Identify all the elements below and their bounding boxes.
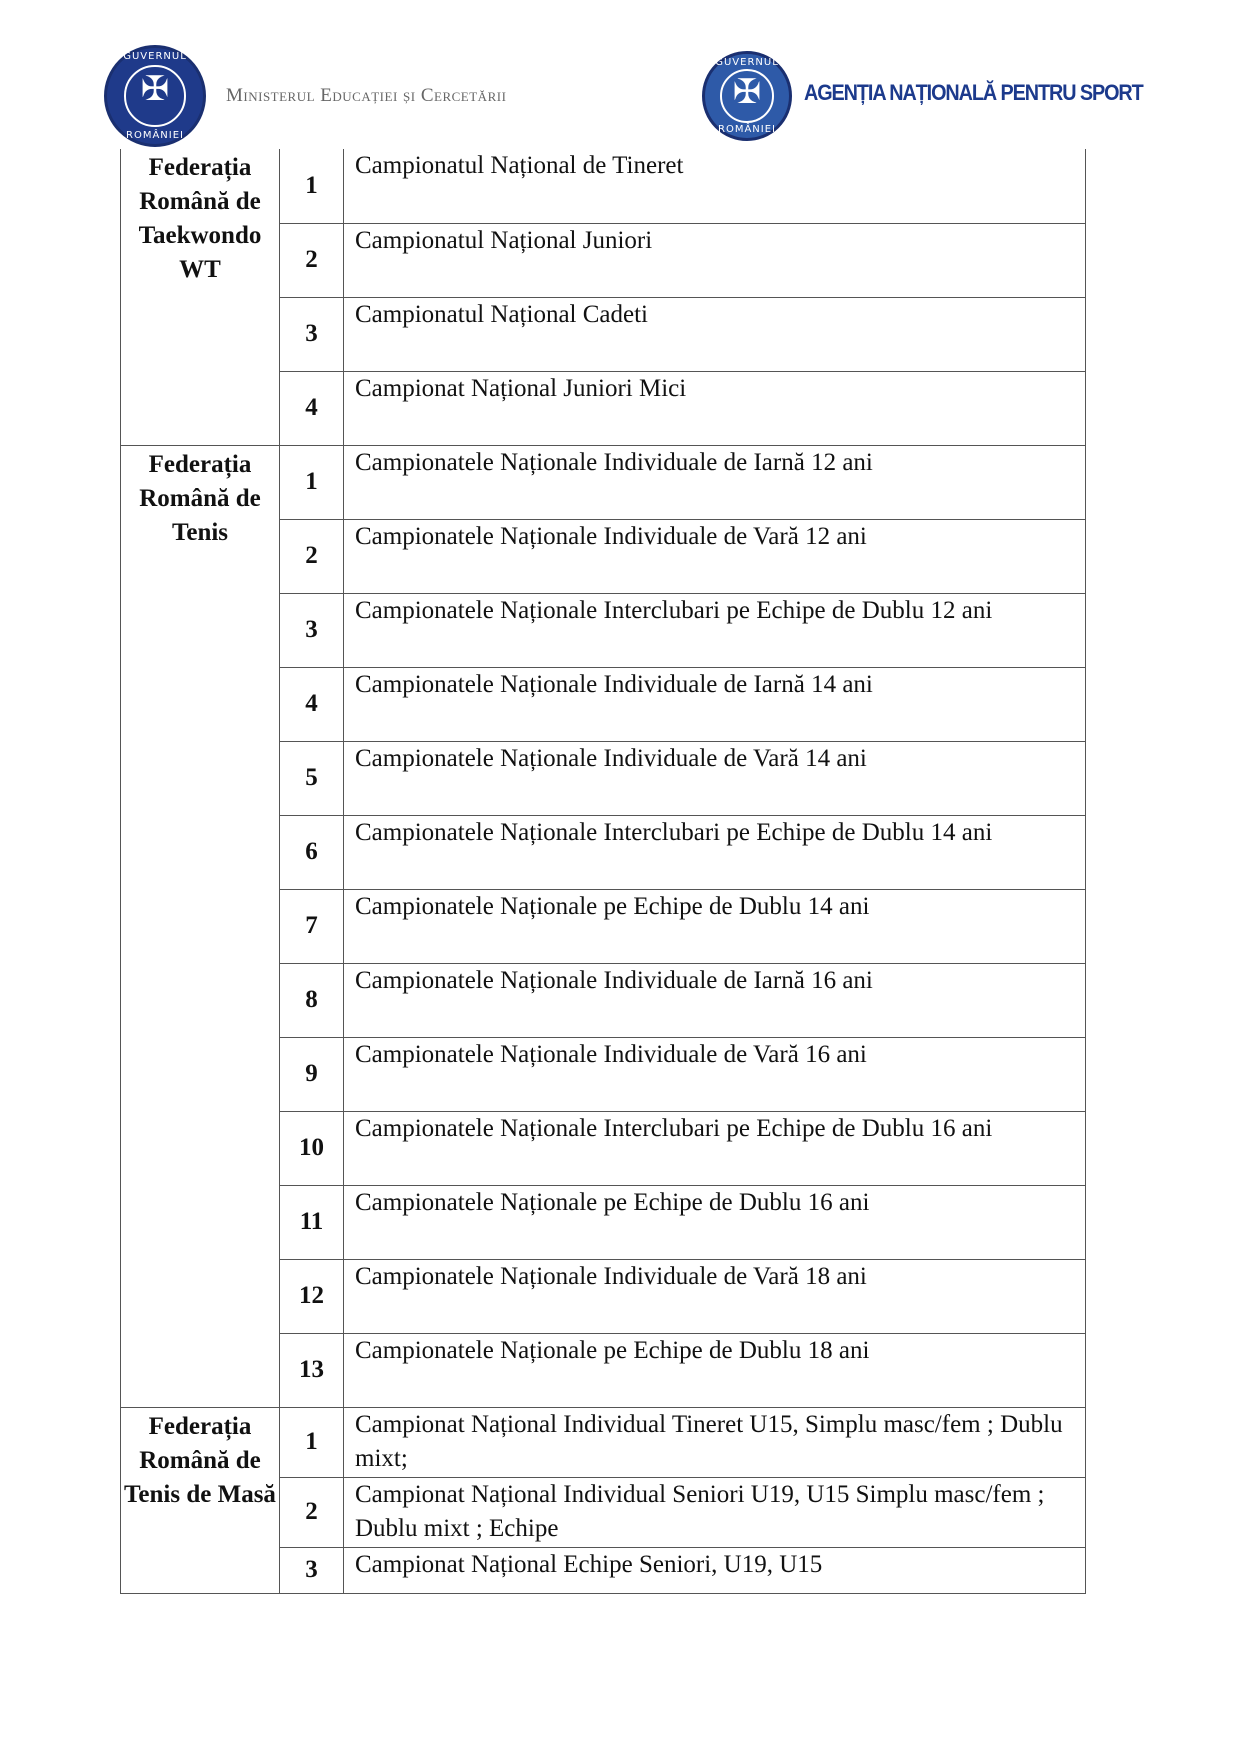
event-name: Campionat Național Echipe Seniori, U19, U15 — [344, 1547, 1086, 1593]
event-name: Campionatele Naționale pe Echipe de Dublu 16 ani — [344, 1185, 1086, 1259]
event-name: Campionatele Naționale Interclubari pe Echipe de Dublu 16 ani — [344, 1111, 1086, 1185]
table-row — [121, 445, 1086, 519]
eagle-coat-of-arms-icon: ✠ — [732, 73, 762, 111]
event-number: 8 — [280, 963, 344, 1037]
event-name: Campionat Național Individual Seniori U19, U15 Simplu masc/fem ; Dublu mixt ; Echipe — [344, 1477, 1086, 1547]
event-number: 10 — [280, 1111, 344, 1185]
logo-ring-text-bottom: ROMÂNIEI — [126, 130, 184, 141]
event-name: Campionatele Naționale Individuale de Vară 12 ani — [344, 519, 1086, 593]
logo-ring-text-top: GUVERNUL — [123, 51, 187, 62]
event-number: 4 — [280, 371, 344, 445]
event-name: Campionatele Naționale Interclubari pe Echipe de Dublu 12 ani — [344, 593, 1086, 667]
event-number: 2 — [280, 223, 344, 297]
table-row — [121, 1407, 1086, 1477]
event-number: 13 — [280, 1333, 344, 1407]
event-name: Campionatele Naționale Individuale de Iarnă 12 ani — [344, 445, 1086, 519]
event-number: 2 — [280, 519, 344, 593]
event-number: 1 — [280, 1407, 344, 1477]
event-number: 1 — [280, 149, 344, 223]
agency-name: AGENȚIA NAȚIONALĂ PENTRU SPORT — [804, 80, 1143, 105]
event-name: Campionatele Naționale Individuale de Vară 16 ani — [344, 1037, 1086, 1111]
event-name: Campionat Național Individual Tineret U15, Simplu masc/fem ; Dublu mixt; — [344, 1407, 1086, 1477]
federation-name: Federația Română de Taekwondo WT — [121, 149, 280, 445]
event-number: 2 — [280, 1477, 344, 1547]
event-number: 11 — [280, 1185, 344, 1259]
ministry-name: Ministerul Educației și Cercetării — [226, 85, 507, 106]
table-row — [121, 149, 1086, 223]
logo-ring-text-bottom: ROMÂNIEI — [718, 124, 776, 135]
federation-name: Federația Română de Tenis — [121, 445, 280, 1407]
government-logo-right — [702, 51, 792, 141]
competitions-table — [120, 149, 1086, 1594]
government-logo-left — [104, 45, 206, 147]
event-name: Campionatul Național Juniori — [344, 223, 1086, 297]
event-number: 3 — [280, 593, 344, 667]
event-name: Campionatele Naționale Individuale de Vară 18 ani — [344, 1259, 1086, 1333]
event-number: 1 — [280, 445, 344, 519]
logo-ring-text-top: GUVERNUL — [715, 57, 779, 68]
event-name: Campionatele Naționale Interclubari pe Echipe de Dublu 14 ani — [344, 815, 1086, 889]
event-number: 5 — [280, 741, 344, 815]
event-name: Campionat Național Juniori Mici — [344, 371, 1086, 445]
event-name: Campionatele Naționale pe Echipe de Dublu 14 ani — [344, 889, 1086, 963]
event-number: 7 — [280, 889, 344, 963]
eagle-coat-of-arms-icon: ✠ — [140, 70, 170, 108]
event-name: Campionatele Naționale Individuale de Iarnă 14 ani — [344, 667, 1086, 741]
event-name: Campionatul Național Cadeti — [344, 297, 1086, 371]
event-name: Campionatele Naționale Individuale de Iarnă 16 ani — [344, 963, 1086, 1037]
federation-name: Federația Română de Tenis de Masă — [121, 1407, 280, 1593]
event-number: 9 — [280, 1037, 344, 1111]
event-number: 3 — [280, 297, 344, 371]
event-name: Campionatul Național de Tineret — [344, 149, 1086, 223]
event-number: 12 — [280, 1259, 344, 1333]
event-name: Campionatele Naționale Individuale de Vară 14 ani — [344, 741, 1086, 815]
event-number: 6 — [280, 815, 344, 889]
event-number: 4 — [280, 667, 344, 741]
event-name: Campionatele Naționale pe Echipe de Dublu 18 ani — [344, 1333, 1086, 1407]
event-number: 3 — [280, 1547, 344, 1593]
